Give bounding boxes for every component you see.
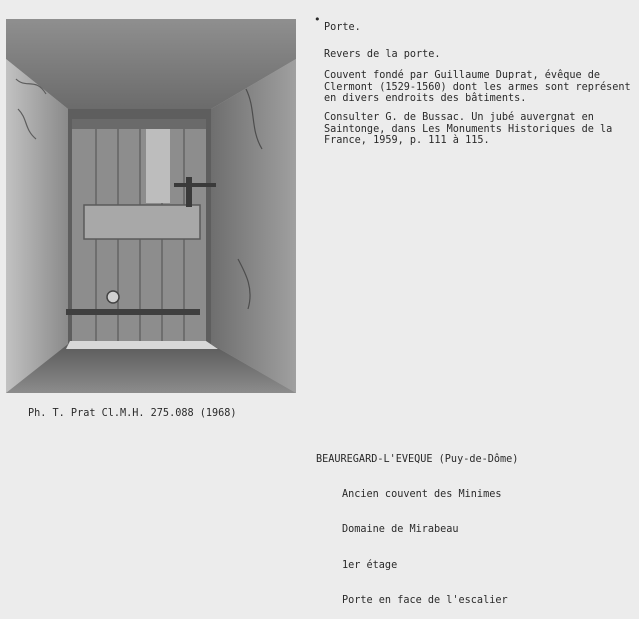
location-line: 1er étage <box>342 559 398 571</box>
bullet-mark: • <box>314 13 321 26</box>
photograph <box>6 19 296 393</box>
caption-reference: Consulter G. de Bussac. Un jubé auvergnat en Saintonge, dans Les Monuments Historiques de la France, 1959, p. 111 à 115. <box>324 112 613 147</box>
location-heading: BEAUREGARD-L'EVEQUE (Puy-de-Dôme) <box>316 453 519 465</box>
location-line: Ancien couvent des Minimes <box>342 488 502 500</box>
door-photo-image <box>6 19 296 393</box>
caption-subtitle: Revers de la porte. <box>324 49 441 60</box>
location-line: Porte en face de l'escalier <box>342 595 508 607</box>
photo-credit: Ph. T. Prat Cl.M.H. 275.088 (1968) <box>28 408 237 419</box>
caption-title: Porte. <box>324 22 361 33</box>
location-block <box>316 430 518 619</box>
caption-description: Couvent fondé par Guillaume Duprat, évêque de Clermont (1529-1560) dont les armes sont représent en divers endroits des bâtiments. <box>324 70 631 105</box>
location-line: Domaine de Mirabeau <box>342 524 459 536</box>
